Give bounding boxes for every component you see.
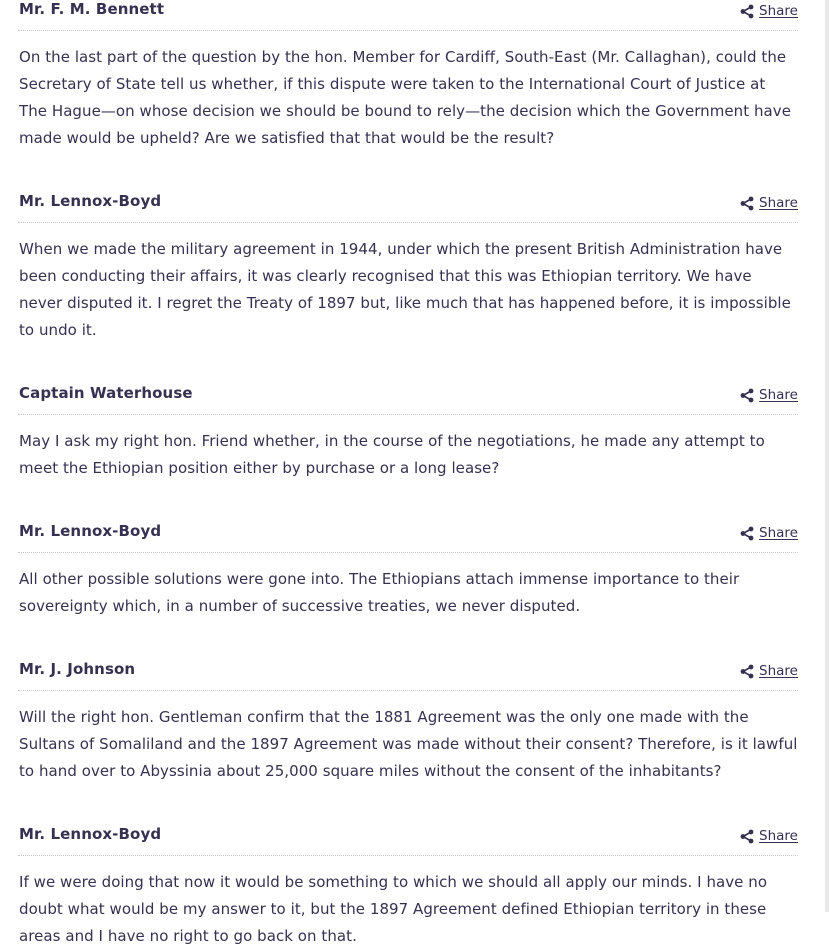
share-icon[interactable] (740, 526, 754, 541)
contribution (18, 378, 798, 482)
speaker-name[interactable]: Mr. Lennox-Boyd (19, 825, 162, 843)
speaker-name[interactable]: Mr. Lennox-Boyd (19, 192, 162, 210)
speaker-name[interactable]: Mr. F. M. Bennett (19, 0, 165, 18)
contribution-header (18, 0, 798, 31)
share-icon[interactable] (740, 829, 754, 844)
share-label[interactable]: Share (759, 3, 798, 19)
contribution-header (18, 378, 798, 415)
speaker-name[interactable]: Captain Waterhouse (19, 384, 193, 402)
contribution-header (18, 516, 798, 553)
spacer (18, 482, 798, 516)
contribution (18, 516, 798, 620)
share-button[interactable] (740, 525, 798, 541)
share-button[interactable] (740, 387, 798, 403)
share-button[interactable] (740, 195, 798, 211)
share-icon[interactable] (740, 4, 754, 19)
share-label[interactable]: Share (759, 195, 798, 211)
spacer (18, 620, 798, 654)
speech-text: On the last part of the question by the hon. Member for Cardiff, South-East (Mr. Callaghan), could the Secretary of State tell us whether, if this dispute were taken to the International Court of Justice at The Hague—on whose decision we should be bound to rely—the decision which the Government have made would be upheld? Are we satisfied that that would be the result? (19, 48, 791, 147)
contribution-header (18, 654, 798, 691)
share-button[interactable] (740, 663, 798, 679)
scrollbar-track[interactable] (825, 0, 829, 912)
contribution (18, 0, 798, 152)
speech-text: Will the right hon. Gentleman confirm that the 1881 Agreement was the only one made with the Sultans of Somaliland and the 1897 Agreement was made without their consent? Therefore, is it lawful to hand over to Abyssinia about 25,000 square miles without the consent of the inhabitants? (19, 708, 798, 780)
speaker-name[interactable]: Mr. J. Johnson (19, 660, 136, 678)
share-icon[interactable] (740, 196, 754, 211)
share-button[interactable] (740, 828, 798, 844)
share-icon[interactable] (740, 664, 754, 679)
debate-transcript (18, 0, 798, 950)
spacer (18, 152, 798, 186)
share-label[interactable]: Share (759, 828, 798, 844)
share-button[interactable] (740, 3, 798, 19)
speech-text: All other possible solutions were gone into. The Ethiopians attach immense importance to their sovereignty which, in a number of successive treaties, we never disputed. (19, 570, 740, 615)
contribution-header (18, 819, 798, 856)
share-label[interactable]: Share (759, 387, 798, 403)
contribution (18, 819, 798, 950)
contribution (18, 654, 798, 785)
speaker-name[interactable]: Mr. Lennox-Boyd (19, 522, 162, 540)
share-label[interactable]: Share (759, 663, 798, 679)
speech-text: May I ask my right hon. Friend whether, in the course of the negotiations, he made any attempt to meet the Ethiopian position either by purchase or a long lease? (19, 432, 765, 477)
speech-text: If we were doing that now it would be something to which we should all apply our minds. I have no doubt what would be my answer to it, but the 1897 Agreement defined Ethiopian territory in these areas and I have no right to go back on that. (19, 873, 768, 945)
contribution (18, 186, 798, 344)
share-label[interactable]: Share (759, 525, 798, 541)
speech-text: When we made the military agreement in 1944, under which the present British Administration have been conducting their affairs, it was clearly recognised that this was Ethiopian territory. We have never disputed it. I regret the Treaty of 1897 but, like much that has happened before, it is impossible to undo it. (19, 240, 791, 339)
contribution-header (18, 186, 798, 223)
spacer (18, 344, 798, 378)
share-icon[interactable] (740, 388, 754, 403)
spacer (18, 785, 798, 819)
